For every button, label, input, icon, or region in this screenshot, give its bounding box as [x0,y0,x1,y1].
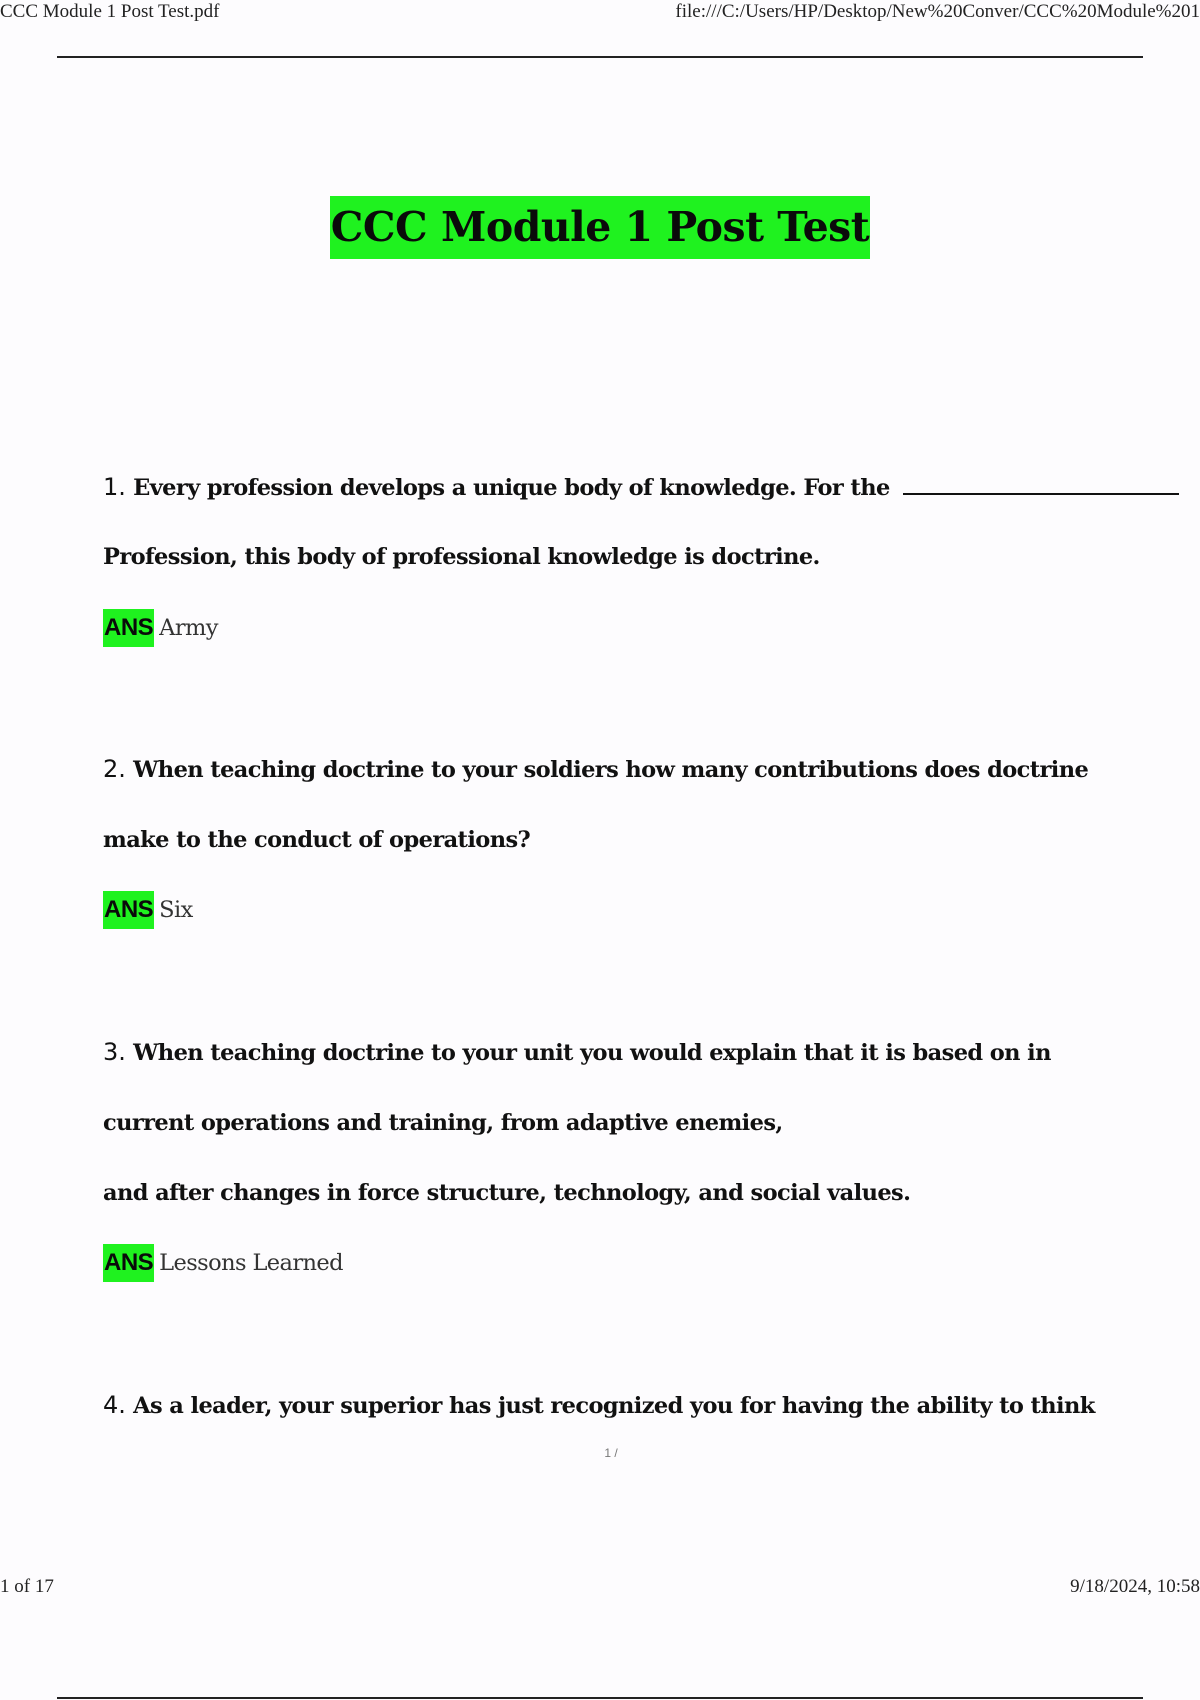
document-title-container [0,196,1200,259]
fill-in-blank [903,471,1179,495]
question-1-line-2 [103,540,820,574]
answer-text: Army [159,615,218,641]
question-text: As a leader, your superior has just recognized you for having the ability to think [133,1393,1095,1419]
question-3-line-1 [103,1035,1051,1070]
question-1-answer [103,609,218,647]
question-text: Every profession develops a unique body of knowledge. For the [133,475,890,501]
question-number: 3. [103,1038,126,1066]
print-footer [0,1576,1200,1602]
question-text: When teaching doctrine to your unit you would explain that it is based on in [133,1040,1051,1066]
question-2-line-2 [103,823,530,857]
question-number: 1. [103,473,126,501]
top-divider [57,56,1143,58]
question-text: Profession, this body of professional knowledge is doctrine. [103,544,820,570]
question-1-line-1 [103,470,1179,505]
question-number: 2. [103,755,126,783]
answer-text: Six [159,897,193,923]
question-text: When teaching doctrine to your soldiers how many contributions does doctrine [133,757,1089,783]
answer-tag: ANS [103,609,154,647]
page-marker: 1 / [604,1446,618,1460]
question-text: and after changes in force structure, technology, and social values. [103,1180,911,1206]
answer-tag: ANS [103,891,154,929]
print-header-file-title: CCC Module 1 Post Test.pdf [0,1,220,22]
question-3-answer [103,1244,343,1282]
question-number: 4. [103,1391,126,1419]
print-header [0,0,1200,26]
print-footer-page-count: 1 of 17 [0,1576,54,1597]
bottom-divider [57,1697,1143,1699]
print-footer-timestamp: 9/18/2024, 10:58 [1070,1576,1200,1597]
question-text: make to the conduct of operations? [103,827,531,853]
document-title: CCC Module 1 Post Test [330,196,870,259]
answer-text: Lessons Learned [159,1250,343,1276]
print-header-file-url: file:///C:/Users/HP/Desktop/New%20Conver/CCC%20Module%201 [675,1,1200,22]
question-4-line-1 [103,1388,1095,1423]
question-2-line-1 [103,752,1088,787]
question-3-line-2 [103,1106,783,1140]
answer-tag: ANS [103,1244,154,1282]
question-text: current operations and training, from adaptive enemies, [103,1110,783,1136]
question-3-line-3 [103,1176,910,1210]
question-2-answer [103,891,193,929]
